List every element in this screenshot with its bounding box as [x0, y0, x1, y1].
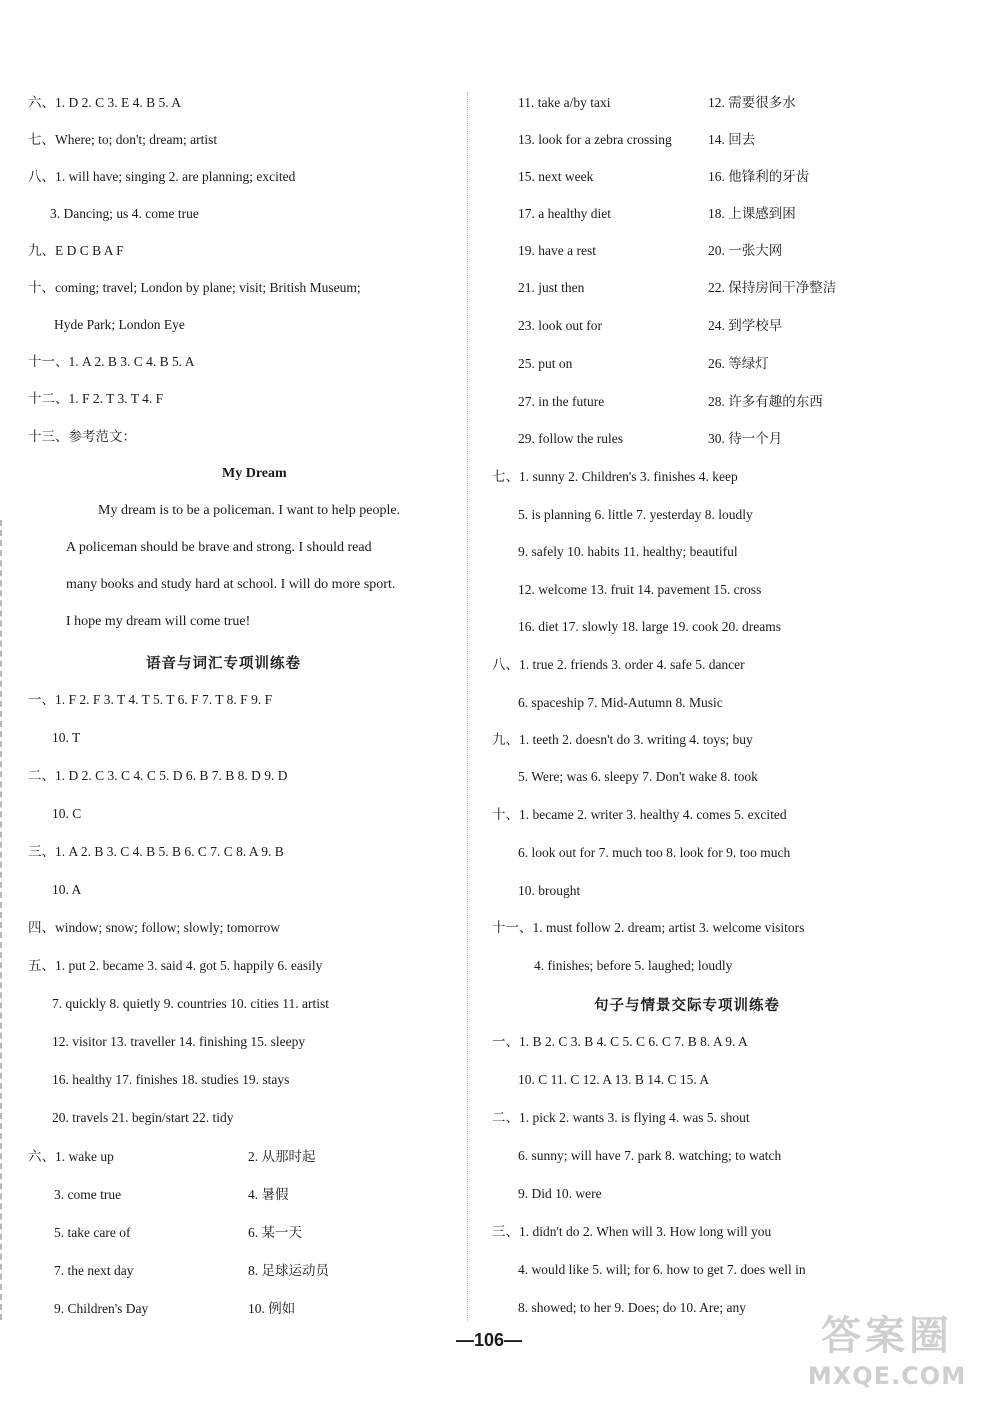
vocab-translation: 24. 到学校早 [708, 318, 783, 333]
vocab-translation: 26. 等绿灯 [708, 356, 769, 371]
answer-line: 九、E D C B A F [28, 243, 124, 258]
answer-line: 十、1. became 2. writer 3. healthy 4. comes 5. excited [492, 807, 787, 822]
answer-line: 六、1. D 2. C 3. E 4. B 5. A [28, 95, 182, 110]
answer-line: 三、1. A 2. B 3. C 4. B 5. B 6. C 7. C 8. A 9. B [28, 844, 284, 859]
vocab-row: 3. come true [54, 1187, 122, 1202]
answer-line: 10. C 11. C 12. A 13. B 14. C 15. A [518, 1072, 710, 1087]
answer-line: 12. welcome 13. fruit 14. pavement 15. cross [518, 582, 762, 597]
answer-line: 七、1. sunny 2. Children's 3. finishes 4. keep [492, 469, 738, 484]
answer-line: 三、1. didn't do 2. When will 3. How long will you [492, 1224, 772, 1239]
vocab-row: 7. the next day [54, 1263, 134, 1278]
answer-line: 九、1. teeth 2. doesn't do 3. writing 4. toys; buy [492, 732, 753, 747]
vocab-translation: 28. 许多有趣的东西 [708, 394, 823, 409]
answer-line: 16. healthy 17. finishes 18. studies 19. stays [52, 1072, 290, 1087]
vocab-row: 15. next week [518, 169, 594, 184]
answer-line: 9. Did 10. were [518, 1186, 602, 1201]
answer-line: 6. sunny; will have 7. park 8. watching; to watch [518, 1148, 782, 1163]
essay-title: My Dream [222, 466, 287, 481]
answer-line: 八、1. true 2. friends 3. order 4. safe 5. dancer [492, 657, 745, 672]
vocab-row: 23. look out for [518, 318, 602, 333]
vocab-row: 17. a healthy diet [518, 206, 611, 221]
answer-line: 4. finishes; before 5. laughed; loudly [534, 958, 733, 973]
vocab-translation: 22. 保持房间干净整洁 [708, 280, 837, 295]
essay-line: I hope my dream will come true! [66, 614, 251, 629]
essay-line: A policeman should be brave and strong. I should read [66, 540, 372, 555]
answer-line: 20. travels 21. begin/start 22. tidy [52, 1110, 234, 1125]
vocab-row: 5. take care of [54, 1225, 131, 1240]
binding-edge [0, 520, 8, 1320]
answer-line: 二、1. pick 2. wants 3. is flying 4. was 5. shout [492, 1110, 750, 1125]
vocab-translation: 8. 足球运动员 [248, 1263, 329, 1278]
answer-line: 四、window; snow; follow; slowly; tomorrow [28, 920, 280, 935]
section-title: 句子与情景交际专项训练卷 [594, 998, 780, 1014]
answer-line: 十二、1. F 2. T 3. T 4. F [28, 391, 164, 406]
answer-line: 五、1. put 2. became 3. said 4. got 5. happily 6. easily [28, 958, 323, 973]
vocab-row: 21. just then [518, 280, 585, 295]
vocab-translation: 18. 上课感到困 [708, 206, 796, 221]
vocab-translation: 30. 待一个月 [708, 431, 783, 446]
answer-line: 10. A [52, 882, 82, 897]
answer-line: 6. spaceship 7. Mid-Autumn 8. Music [518, 695, 723, 710]
vocab-translation: 20. 一张大网 [708, 243, 783, 258]
vocab-row: 六、1. wake up [28, 1149, 114, 1164]
answer-line: 4. would like 5. will; for 6. how to get 7. does well in [518, 1262, 806, 1277]
answer-line: 5. Were; was 6. sleepy 7. Don't wake 8. took [518, 769, 758, 784]
vocab-row: 25. put on [518, 356, 573, 371]
answer-line: 十一、1. A 2. B 3. C 4. B 5. A [28, 354, 195, 369]
answer-line: 5. is planning 6. little 7. yesterday 8. loudly [518, 507, 753, 522]
answer-line: 9. safely 10. habits 11. healthy; beautiful [518, 544, 738, 559]
vocab-translation: 4. 暑假 [248, 1187, 289, 1202]
vocab-row: 9. Children's Day [54, 1301, 149, 1316]
vocab-translation: 2. 从那时起 [248, 1149, 316, 1164]
page-number: —106— [456, 1330, 523, 1350]
answer-line: 10. brought [518, 883, 581, 898]
vocab-row: 19. have a rest [518, 243, 596, 258]
answer-line: 16. diet 17. slowly 18. large 19. cook 20. dreams [518, 619, 781, 634]
answer-line: 10. T [52, 730, 81, 745]
answer-line: 6. look out for 7. much too 8. look for 9. too much [518, 845, 791, 860]
answer-line: 七、Where; to; don't; dream; artist [28, 132, 218, 147]
column-divider [467, 92, 468, 1322]
essay-line: many books and study hard at school. I will do more sport. [66, 577, 396, 592]
watermark-logo: 答案圈 MXQE.COM [807, 1313, 967, 1390]
vocab-translation: 14. 回去 [708, 132, 756, 147]
answer-line: 二、1. D 2. C 3. C 4. C 5. D 6. B 7. B 8. D 9. D [28, 768, 288, 783]
answer-line: 7. quickly 8. quietly 9. countries 10. cities 11. artist [52, 996, 329, 1011]
answer-line: 十一、1. must follow 2. dream; artist 3. welcome visitors [492, 920, 805, 935]
answer-line: 一、1. B 2. C 3. B 4. C 5. C 6. C 7. B 8. A 9. A [492, 1034, 748, 1049]
section-title: 语音与词汇专项训练卷 [146, 656, 301, 672]
answer-line: 3. Dancing; us 4. come true [50, 206, 199, 221]
vocab-row: 27. in the future [518, 394, 605, 409]
answer-line: 一、1. F 2. F 3. T 4. T 5. T 6. F 7. T 8. F 9. F [28, 692, 273, 707]
vocab-row: 11. take a/by taxi [518, 95, 611, 110]
answer-line: Hyde Park; London Eye [54, 317, 185, 332]
answer-line: 十、coming; travel; London by plane; visit; British Museum; [28, 280, 361, 295]
answer-line: 八、1. will have; singing 2. are planning; excited [28, 169, 296, 184]
answer-line: 8. showed; to her 9. Does; do 10. Are; any [518, 1300, 746, 1315]
answer-line: 10. C [52, 806, 82, 821]
vocab-translation: 12. 需要很多水 [708, 95, 796, 110]
vocab-translation: 6. 某一天 [248, 1225, 302, 1240]
vocab-row: 13. look for a zebra crossing [518, 132, 672, 147]
answer-line: 十三、参考范文： [28, 429, 136, 444]
vocab-translation: 16. 他锋利的牙齿 [708, 169, 810, 184]
vocab-row: 29. follow the rules [518, 431, 623, 446]
essay-line: My dream is to be a policeman. I want to help people. [98, 503, 401, 518]
vocab-translation: 10. 例如 [248, 1301, 296, 1316]
answer-line: 12. visitor 13. traveller 14. finishing 15. sleepy [52, 1034, 306, 1049]
